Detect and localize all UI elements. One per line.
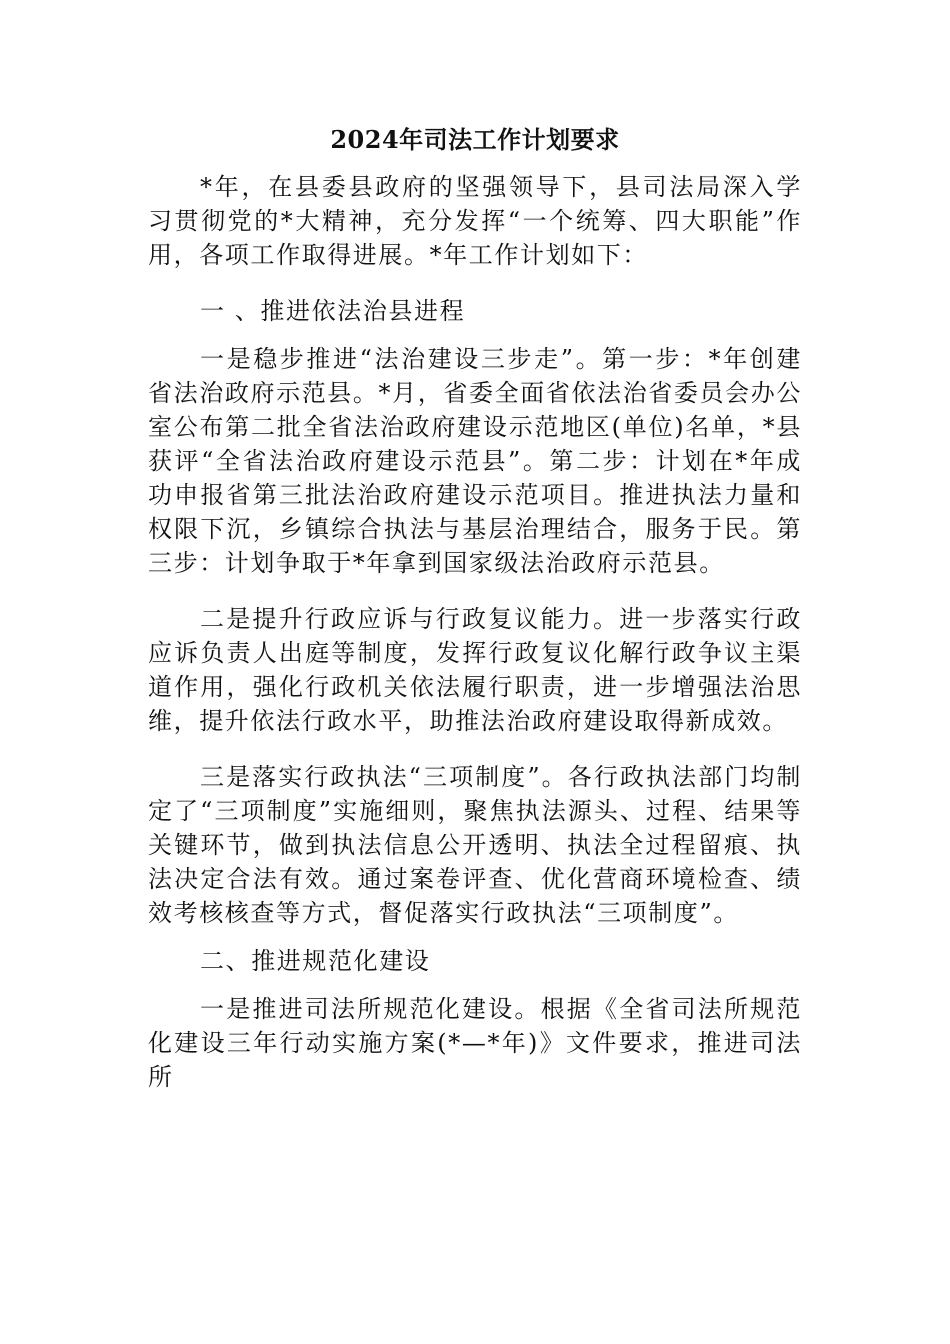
document-title: 2024年司法工作计划要求 bbox=[330, 125, 620, 154]
body-paragraph: 一是推进司法所规范化建设。根据《全省司法所规范化建设三年行动实施方案(*—*年)》文件要求，推进司法所 bbox=[148, 995, 802, 1091]
section-heading-1: 一 、推进依法治县进程 bbox=[200, 297, 466, 325]
document-body bbox=[148, 170, 802, 1116]
body-paragraph: 三是落实行政执法“三项制度”。各行政执法部门均制定了“三项制度”实施细则，聚焦执法源头、过程、结果等关键环节，做到执法信息公开透明、执法全过程留痕、执法决定合法有效。通过案卷评查、优化营商环境检查、绩效考核核查等方式，督促落实行政执法“三项制度”。 bbox=[148, 763, 802, 927]
body-paragraph: 一是稳步推进“法治建设三步走”。第一步：*年创建省法治政府示范县。*月，省委全面省依法治省委员会办公室公布第二批全省法治政府建设示范地区(单位)名单，*县获评“全省法治政府建设示范县”。第二步：计划在*年成功申报省第三批法治政府建设示范项目。推进执法力量和权限下沉，乡镇综合执法与基层治理结合，服务于民。第三步：计划争取于*年拿到国家级法治政府示范县。 bbox=[148, 345, 802, 577]
intro-paragraph: *年，在县委县政府的坚强领导下，县司法局深入学习贯彻党的*大精神，充分发挥“一个统筹、四大职能”作用，各项工作取得进展。*年工作计划如下： bbox=[148, 173, 802, 269]
body-paragraph: 二是提升行政应诉与行政复议能力。进一步落实行政应诉负责人出庭等制度，发挥行政复议化解行政争议主渠道作用，强化行政机关依法履行职责，进一步增强法治思维，提升依法行政水平，助推法治政府建设取得新成效。 bbox=[148, 605, 802, 735]
section-heading-2: 二、推进规范化建设 bbox=[200, 947, 431, 975]
